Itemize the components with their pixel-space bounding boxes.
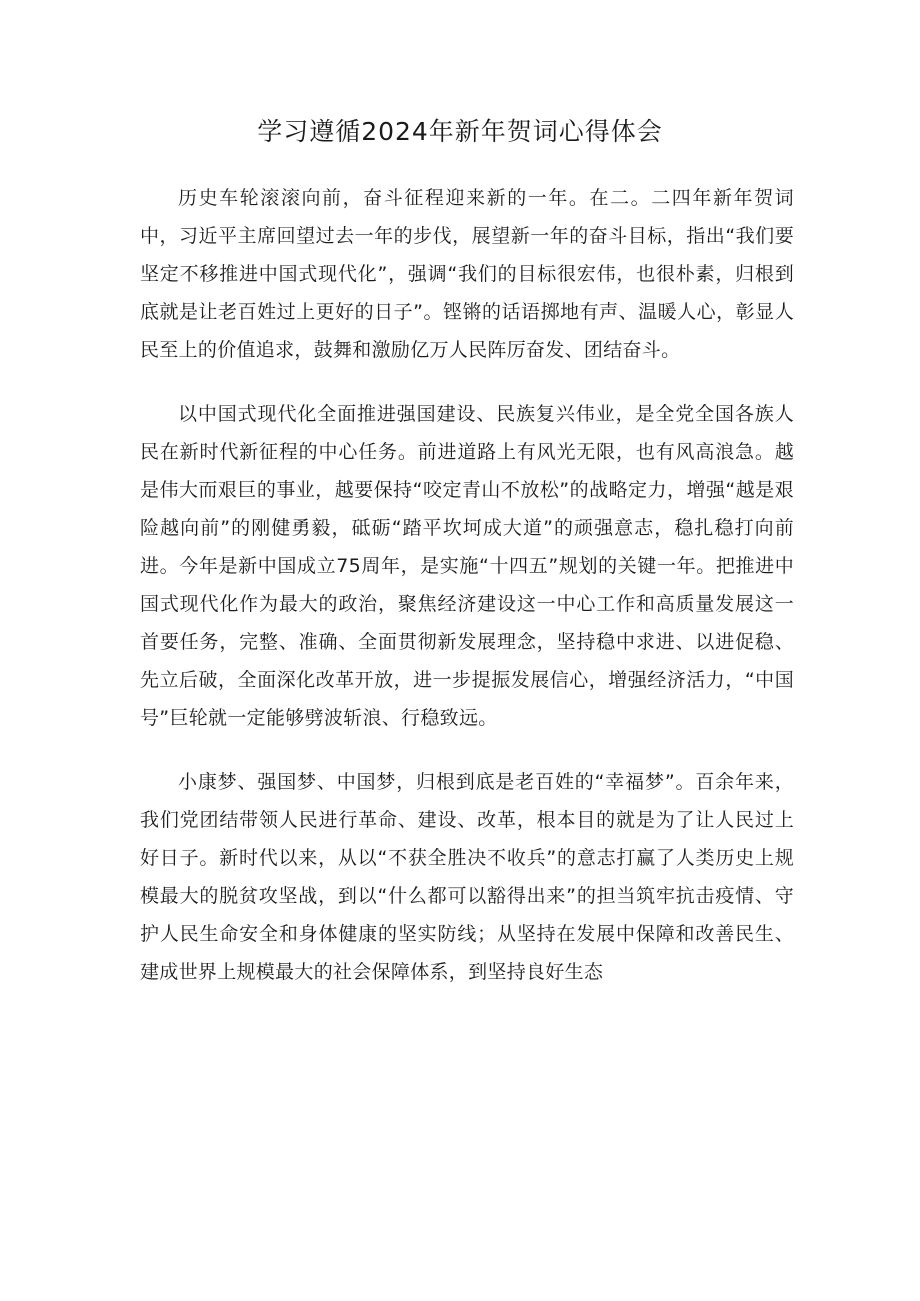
paragraph-1: 历史车轮滚滚向前，奋斗征程迎来新的一年。在二。二四年新年贺词中，习近平主席回望过去一年的步伐，展望新一年的奋斗目标，指出“我们要坚定不移推进中国式现代化”，强调“我们的目标很宏伟，也很朴素，归根到底就是让老百姓过上更好的日子”。铿锵的话语掷地有声、温暖人心，彰显人民至上的价值追求，鼓舞和激励亿万人民阵厉奋发、团结奋斗。 — [140, 187, 794, 361]
document-body — [140, 179, 794, 1017]
document-title: 学习遵循2024年新年贺词心得体会 — [257, 117, 663, 146]
paragraph-3: 小康梦、强国梦、中国梦，归根到底是老百姓的“幸福梦”。百余年来，我们党团结带领人民进行革命、建设、改革，根本目的就是为了让人民过上好日子。新时代以来，从以“不获全胜决不收兵”的意志打赢了人类历史上规模最大的脱贫攻坚战，到以“什么都可以豁得出来”的担当筑牢抗击疫情、守护人民生命安全和身体健康的坚实防线；从坚持在发展中保障和改善民生、建成世界上规模最大的社会保障体系，到坚持良好生态 — [140, 771, 794, 983]
paragraph-2: 以中国式现代化全面推进强国建设、民族复兴伟业，是全党全国各族人民在新时代新征程的中心任务。前进道路上有风光无限，也有风高浪急。越是伟大而艰巨的事业，越要保持“咬定青山不放松”的战略定力，增强“越是艰险越向前”的刚健勇毅，砥砺“踏平坎坷成大道”的顽强意志，稳扎稳打向前进。今年是新中国成立75周年，是实施“十四五”规划的关键一年。把推进中国式现代化作为最大的政治，聚焦经济建设这一中心工作和高质量发展这一首要任务，完整、准确、全面贯彻新发展理念，坚持稳中求进、以进促稳、先立后破，全面深化改革开放，进一步提振发展信心，增强经济活力，“中国号”巨轮就一定能够劈波斩浪、行稳致远。 — [140, 403, 794, 729]
